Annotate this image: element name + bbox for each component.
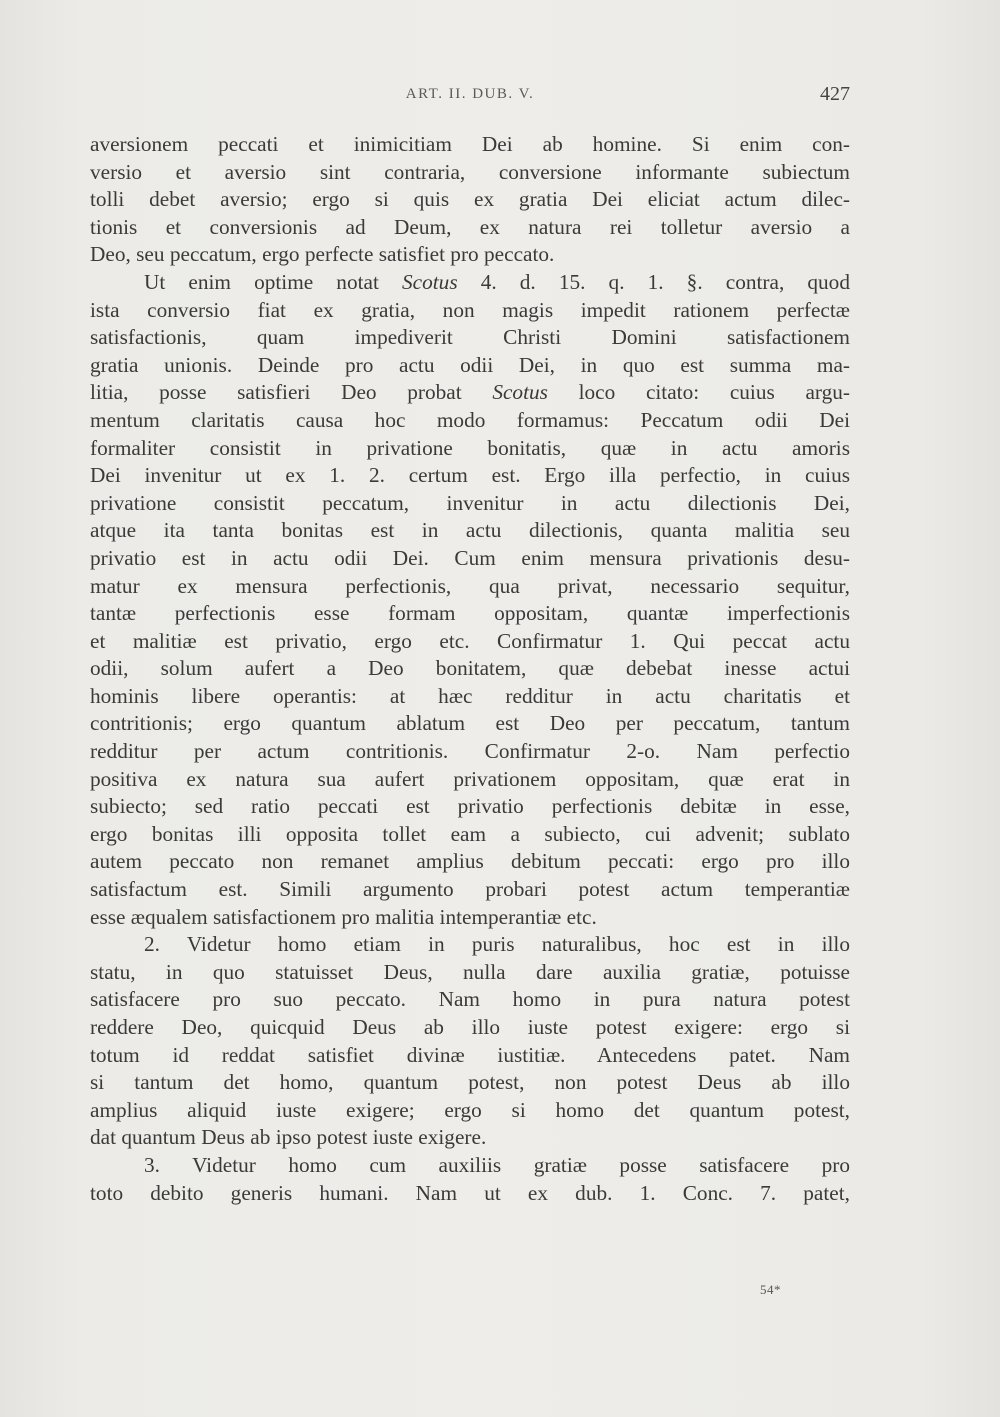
text-line: atque ita tanta bonitas est in actu dilectionis, quanta malitia seu	[90, 518, 850, 543]
text-line: privatione consistit peccatum, invenitur in actu dilectionis Dei,	[90, 490, 850, 515]
text-line: satisfactionis, quam impediverit Christi Domini satisfactionem	[90, 325, 850, 350]
text-line: satisfacere pro suo peccato. Nam homo in pura natura potest	[90, 987, 850, 1012]
page-number: 427	[820, 83, 850, 105]
text-line: redditur per actum contritionis. Confirmatur 2-o. Nam perfectio	[90, 739, 850, 764]
text-line: subiecto; sed ratio peccati est privatio perfectionis debitæ in esse,	[90, 794, 850, 819]
text-line: 2. Videtur homo etiam in puris naturalibus, hoc est in illo	[144, 932, 850, 957]
text-span: Ut enim optime notat	[144, 269, 379, 294]
text-line: Deo, seu peccatum, ergo perfecte satisfiet pro peccato.	[90, 242, 555, 267]
text-span: litia, posse satisfieri Deo probat	[90, 380, 462, 405]
text-line: aversionem peccati et inimicitiam Dei ab homine. Si enim con-	[90, 132, 850, 156]
text-line: amplius aliquid iuste exigere; ergo si homo det quantum potest,	[90, 1097, 850, 1122]
text-line: toto debito generis humani. Nam ut ex dub. 1. Conc. 7. patet,	[90, 1180, 850, 1205]
text-line	[90, 379, 850, 407]
text-line: Dei invenitur ut ex 1. 2. certum est. Ergo illa perfectio, in cuius	[90, 463, 850, 488]
text-line: tionis et conversionis ad Deum, ex natura rei tolletur aversio a	[90, 214, 850, 239]
text-line: privatio est in actu odii Dei. Cum enim mensura privationis desu-	[90, 545, 850, 570]
citation: 4. d. 15. q. 1. §.	[480, 269, 703, 294]
text-line: contritionis; ergo quantum ablatum est Deo per peccatum, tantum	[90, 711, 850, 736]
text-line: ista conversio fiat ex gratia, non magis impedit rationem perfectæ	[90, 297, 850, 322]
page-header	[90, 83, 850, 110]
text-line: si tantum det homo, quantum potest, non potest Deus ab illo	[90, 1070, 850, 1095]
text-line: versio et aversio sint contraria, conversione informante subiectum	[90, 159, 850, 184]
text-line: formaliter consistit in privatione bonitatis, quæ in actu amoris	[90, 435, 850, 460]
text-line: statu, in quo statuisset Deus, nulla dare auxilia gratiæ, potuisse	[90, 959, 850, 984]
text-line: ergo bonitas illi opposita tollet eam a subiecto, cui advenit; sublato	[90, 821, 850, 846]
author-name: Scotus	[402, 269, 458, 294]
text-line: 3. Videtur homo cum auxiliis gratiæ posse satisfacere pro	[144, 1152, 850, 1177]
text-line: odii, solum aufert a Deo bonitatem, quæ debebat inesse actui	[90, 656, 850, 681]
text-line: mentum claritatis causa hoc modo formamus: Peccatum odii Dei	[90, 407, 850, 432]
text-span: contra, quod	[725, 269, 850, 294]
signature-mark: 54*	[760, 1282, 781, 1297]
running-head: ART. II. DUB. V.	[405, 86, 535, 102]
text-line: satisfactum est. Simili argumento probari potest actum temperantiæ	[90, 877, 850, 902]
text-line: autem peccato non remanet amplius debitum peccati: ergo pro illo	[90, 849, 850, 874]
text-line: et malitiæ est privatio, ergo etc. Confirmatur 1. Qui peccat actu	[90, 628, 850, 653]
text-line: gratia unionis. Deinde pro actu odii Dei, in quo est summa ma-	[90, 352, 850, 377]
text-line: dat quantum Deus ab ipso potest iuste exigere.	[90, 1125, 487, 1150]
text-line: totum id reddat satisfiet divinæ iustitiæ. Antecedens patet. Nam	[90, 1042, 850, 1067]
text-line: tantæ perfectionis esse formam oppositam, quantæ imperfectionis	[90, 601, 850, 626]
text-line: reddere Deo, quicquid Deus ab illo iuste potest exigere: ergo si	[90, 1015, 850, 1039]
text-line	[90, 269, 850, 297]
text-span: loco citato: cuius argu-	[578, 380, 850, 405]
text-line: matur ex mensura perfectionis, qua privat, necessario sequitur,	[90, 573, 850, 598]
text-line: esse æqualem satisfactionem pro malitia intemperantiæ etc.	[90, 904, 597, 929]
text-line: hominis libere operantis: at hæc redditur in actu charitatis et	[90, 683, 850, 708]
text-line: tolli debet aversio; ergo si quis ex gratia Dei eliciat actum dilec-	[90, 187, 850, 212]
page-body	[90, 131, 850, 1207]
author-name: Scotus	[492, 380, 548, 405]
text-line: positiva ex natura sua aufert privationem oppositam, quæ erat in	[90, 766, 850, 791]
